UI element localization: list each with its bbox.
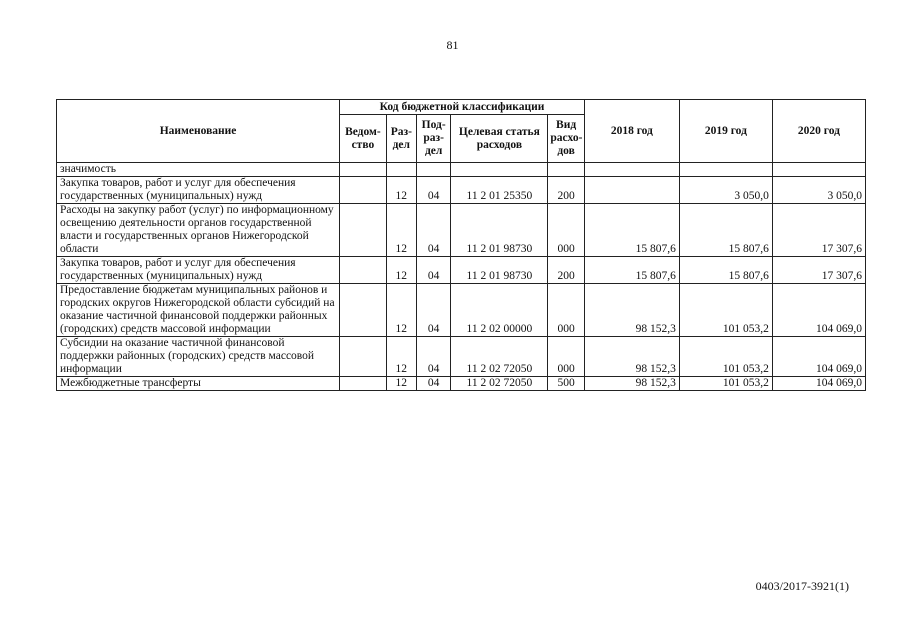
row-2018: 98 152,3 [584,377,679,391]
row-name: Субсидии на оказание частичной финансовой поддержки районных (городских) средств массовой информации [57,337,340,377]
row-razdel: 12 [386,177,416,204]
table-row [57,257,866,284]
row-vid: 200 [548,177,584,204]
row-razdel: 12 [386,284,416,337]
table-header [57,100,866,163]
row-razdel: 12 [386,337,416,377]
row-celevaya: 11 2 01 98730 [451,204,548,257]
row-podrazdel: 04 [416,257,450,284]
row-vid [548,163,584,177]
row-2020: 104 069,0 [772,337,865,377]
header-celevaya: Целевая статья расходов [451,115,548,163]
row-vedomstvo [340,163,387,177]
row-2018: 15 807,6 [584,257,679,284]
document-code: 0403/2017-3921(1) [755,579,849,593]
page-number: 81 [446,38,459,52]
header-2019: 2019 год [679,100,772,163]
row-vedomstvo [340,284,387,337]
row-name: Расходы на закупку работ (услуг) по информационному освещению деятельности органов государственной власти и государственных органов Нижегородской области [57,204,340,257]
row-vid: 000 [548,337,584,377]
row-podrazdel: 04 [416,284,450,337]
row-2018 [584,163,679,177]
row-vedomstvo [340,204,387,257]
row-razdel: 12 [386,204,416,257]
header-2018: 2018 год [584,100,679,163]
header-vedomstvo: Ведом-ство [340,115,387,163]
row-2018: 98 152,3 [584,284,679,337]
budget-table [56,99,866,391]
row-name: Межбюджетные трансферты [57,377,340,391]
header-razdel: Раз-дел [386,115,416,163]
table-row [57,284,866,337]
row-vedomstvo [340,257,387,284]
row-2019: 101 053,2 [679,284,772,337]
row-name: Закупка товаров, работ и услуг для обеспечения государственных (муниципальных) нужд [57,177,340,204]
table-row [57,204,866,257]
row-2020: 3 050,0 [772,177,865,204]
row-celevaya: 11 2 01 98730 [451,257,548,284]
header-name: Наименование [57,100,340,163]
row-vedomstvo [340,377,387,391]
row-name: значимость [57,163,340,177]
row-podrazdel: 04 [416,204,450,257]
row-podrazdel: 04 [416,177,450,204]
row-2019: 15 807,6 [679,204,772,257]
row-celevaya: 11 2 02 72050 [451,377,548,391]
header-budget-code-group: Код бюджетной классификации [340,100,585,115]
row-razdel: 12 [386,257,416,284]
row-podrazdel: 04 [416,377,450,391]
row-2019: 3 050,0 [679,177,772,204]
row-podrazdel: 04 [416,337,450,377]
row-vid: 500 [548,377,584,391]
row-vedomstvo [340,177,387,204]
row-2019: 15 807,6 [679,257,772,284]
row-2020: 17 307,6 [772,257,865,284]
row-celevaya: 11 2 02 72050 [451,337,548,377]
row-vedomstvo [340,337,387,377]
header-2020: 2020 год [772,100,865,163]
row-celevaya [451,163,548,177]
table-row [57,337,866,377]
table-row [57,163,866,177]
row-name: Предоставление бюджетам муниципальных районов и городских округов Нижегородской области субсидий на оказание частичной финансовой поддержки районных (городских) средств массовой информации [57,284,340,337]
row-vid: 200 [548,257,584,284]
row-vid: 000 [548,204,584,257]
row-2019 [679,163,772,177]
row-2020: 17 307,6 [772,204,865,257]
row-celevaya: 11 2 01 25350 [451,177,548,204]
row-2020: 104 069,0 [772,377,865,391]
row-razdel [386,163,416,177]
header-podrazdel: Под-раз-дел [416,115,450,163]
row-2018 [584,177,679,204]
table-row [57,177,866,204]
row-2018: 98 152,3 [584,337,679,377]
table-body [57,163,866,391]
row-vid: 000 [548,284,584,337]
row-2019: 101 053,2 [679,377,772,391]
row-razdel: 12 [386,377,416,391]
row-2020: 104 069,0 [772,284,865,337]
row-2018: 15 807,6 [584,204,679,257]
row-podrazdel [416,163,450,177]
row-celevaya: 11 2 02 00000 [451,284,548,337]
table-row [57,377,866,391]
row-name: Закупка товаров, работ и услуг для обеспечения государственных (муниципальных) нужд [57,257,340,284]
header-vid: Вид расхо-дов [548,115,584,163]
row-2019: 101 053,2 [679,337,772,377]
row-2020 [772,163,865,177]
